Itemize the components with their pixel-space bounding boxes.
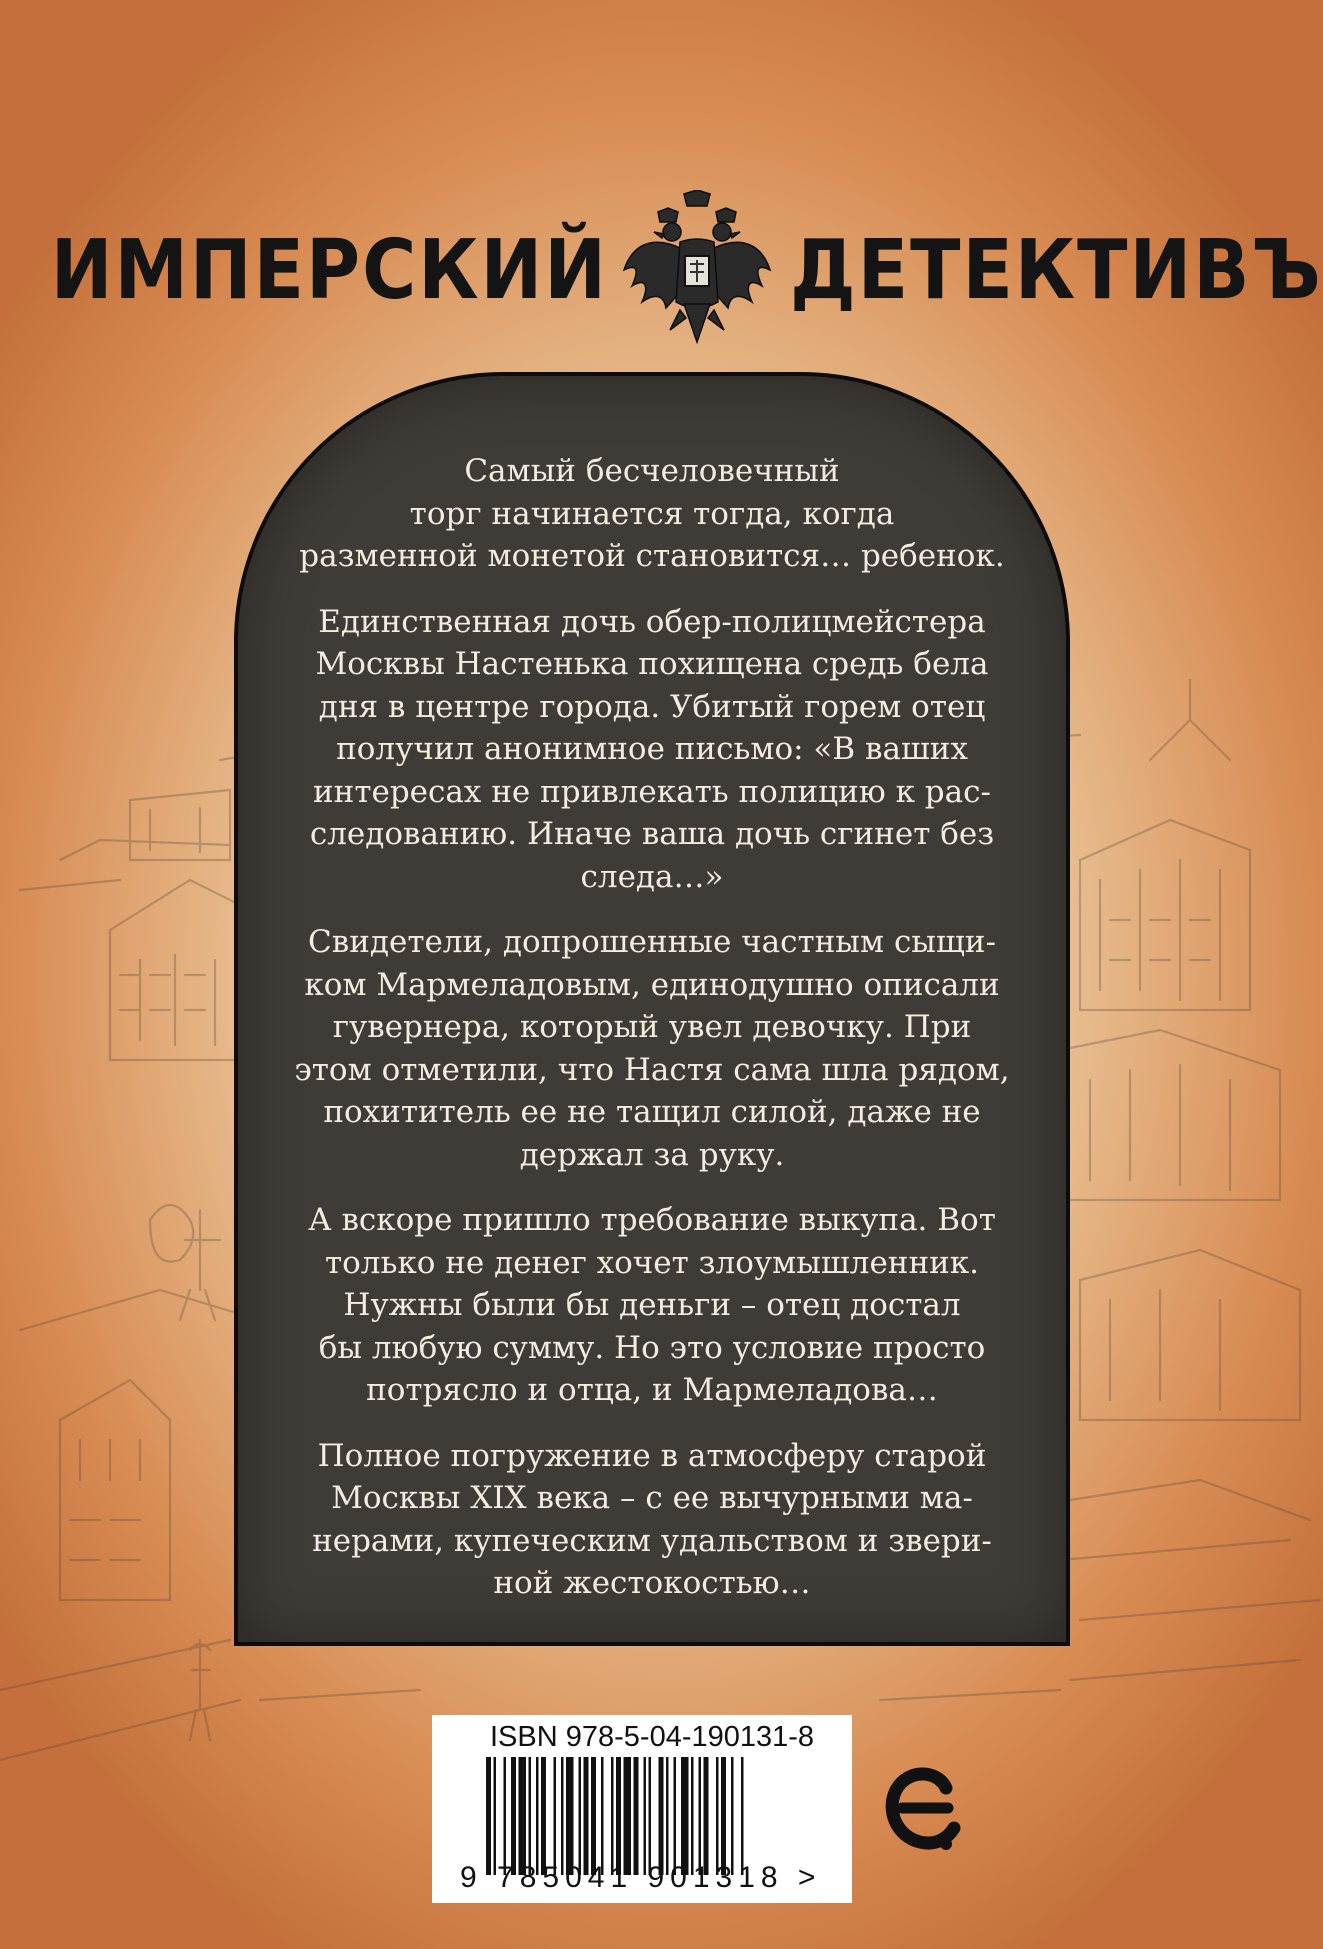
blurb-line: получил анонимное письмо: «В ваших: [336, 731, 968, 767]
barcode-bar: [716, 1757, 719, 1875]
barcode-bar: [529, 1757, 532, 1875]
blurb-line: А вскоре пришло требование выкупа. Вот: [308, 1202, 996, 1238]
blurb-line: следованию. Иначе ваша дочь сгинет без: [309, 816, 995, 852]
series-title-left-word: ИМПЕРСКИЙ: [50, 223, 608, 318]
barcode-bar: [731, 1757, 734, 1875]
eksmo-logo-icon: [882, 1758, 964, 1858]
double-headed-eagle-icon: [622, 190, 772, 350]
barcode-bar: [601, 1757, 604, 1875]
blurb-text: [284, 450, 1020, 1628]
blurb-line: потрясло и отца, и Мармеладова…: [366, 1372, 938, 1408]
blurb-line: ной жестокостью…: [493, 1565, 811, 1601]
barcode-bar: [704, 1757, 709, 1875]
barcode-bar: [634, 1757, 639, 1875]
blurb-line: Москвы XIX века – с ее вычурными ма-: [331, 1480, 973, 1516]
blurb-line: Свидетели, допрошенные частным сыщи-: [308, 924, 996, 960]
barcode-bar: [541, 1757, 546, 1875]
barcode-bar: [519, 1757, 527, 1875]
blurb-paragraph: [284, 1435, 1020, 1605]
barcode-bar: [611, 1757, 614, 1875]
barcode-bar: [579, 1757, 582, 1875]
blurb-line: Москвы Настенька похищена средь бела: [315, 646, 989, 682]
blurb-line: бы любую сумму. Но это условие просто: [318, 1329, 986, 1366]
isbn-label: ISBN 978-5-04-190131-8: [490, 1721, 815, 1753]
barcode-digits: 9 785041 901318 >: [460, 1861, 822, 1894]
blurb-line: Самый бесчеловечный: [464, 453, 840, 489]
blurb-line: Единственная дочь обер-полицмейстера: [318, 603, 986, 640]
blurb-line: следа…»: [580, 858, 724, 895]
blurb-paragraph: [284, 1199, 1020, 1412]
barcode-bar: [511, 1757, 516, 1875]
barcode-bar: [591, 1757, 596, 1875]
barcode-bar: [741, 1757, 744, 1875]
barcode-bar: [561, 1757, 564, 1875]
series-title-right-word: ДЕТЕКТИВЪ: [790, 223, 1323, 318]
barcode-bar: [659, 1757, 664, 1875]
blurb-line: держал за руку.: [519, 1136, 785, 1173]
blurb-paragraph: [284, 601, 1020, 899]
blurb-paragraph: [284, 450, 1020, 578]
barcode-bar: [554, 1757, 557, 1875]
blurb-line: Нужны были бы деньги – отец достал: [343, 1287, 961, 1323]
blurb-line: гувернера, который увел девочку. При: [332, 1009, 972, 1045]
blurb-line: интересах не привлекать полицию к рас-: [313, 773, 991, 810]
barcode-bar: [674, 1757, 677, 1875]
barcode-bar: [699, 1757, 702, 1875]
blurb-line: разменной монетой становится… ребенок.: [299, 538, 1005, 574]
blurb-line: торг начинается тогда, когда: [409, 495, 895, 532]
barcode-block: [432, 1715, 852, 1903]
barcode-bar: [536, 1757, 539, 1875]
barcode-bar: [666, 1757, 669, 1875]
blurb-line: дня в центре города. Убитый горем отец: [318, 688, 986, 725]
barcode-bar: [691, 1757, 694, 1875]
series-title: [0, 190, 1323, 350]
barcode-bar: [681, 1757, 689, 1875]
barcode-bar: [649, 1757, 652, 1875]
blurb-line: этом отметили, что Настя сама шла рядом,: [294, 1051, 1010, 1088]
blurb-line: Полное погружение в атмосферу старой: [317, 1437, 987, 1474]
barcode-bar: [624, 1757, 632, 1875]
blurb-paragraph: [284, 921, 1020, 1176]
barcode-bar: [721, 1757, 726, 1875]
blurb-line: нерами, купеческим удальством и звери-: [312, 1522, 992, 1559]
barcode-bar: [486, 1757, 491, 1875]
barcode-bar: [584, 1757, 589, 1875]
blurb-line: только не денег хочет злоумышленник.: [324, 1244, 980, 1281]
blurb-line: ком Мармеладовым, единодушно описали: [304, 966, 1000, 1003]
barcode-bar: [644, 1757, 647, 1875]
barcode-bar: [566, 1757, 574, 1875]
barcode-bars: [486, 1757, 802, 1875]
barcode-bar: [616, 1757, 621, 1875]
blurb-line: похититель ее не тащил силой, даже не: [323, 1094, 981, 1130]
barcode-bar: [504, 1757, 507, 1875]
barcode-bar: [494, 1757, 497, 1875]
